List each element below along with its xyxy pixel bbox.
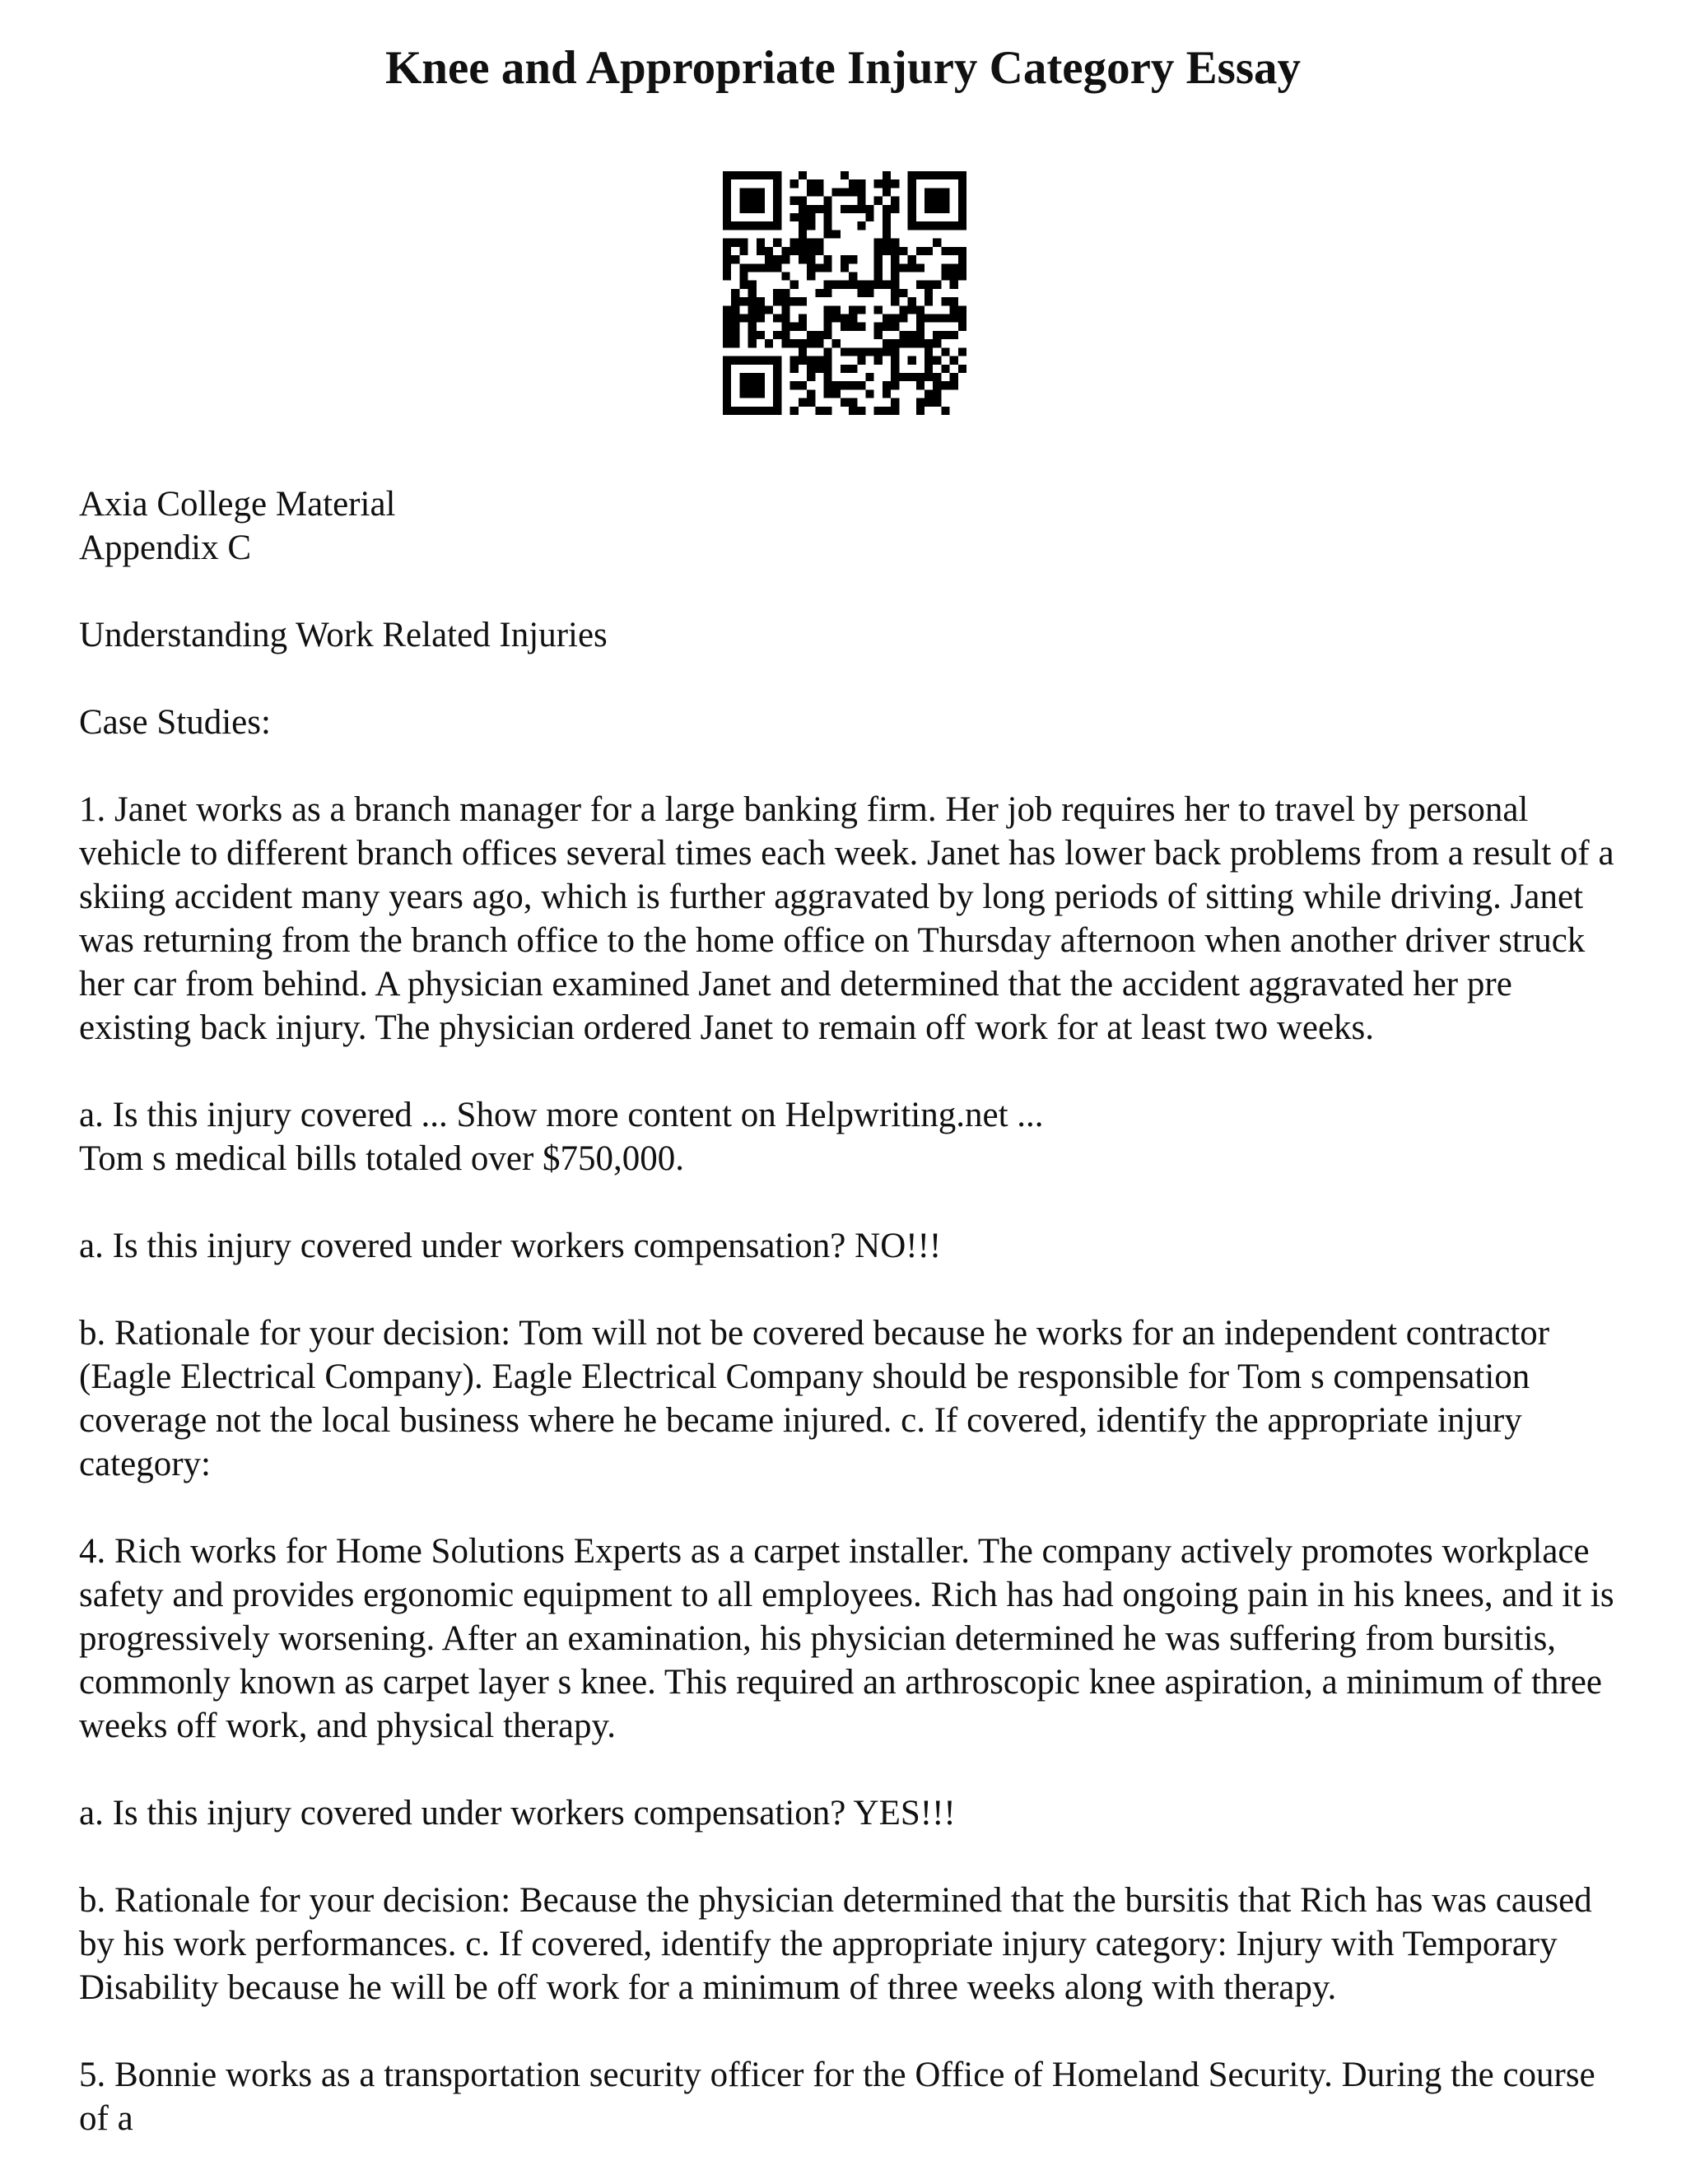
- paragraph-heading: Understanding Work Related Injuries: [79, 616, 608, 654]
- paragraph-case-studies: Case Studies:: [79, 703, 271, 742]
- paragraph-appendix: Appendix C: [79, 529, 252, 567]
- paragraph-case-4: 4. Rich works for Home Solutions Experts as a carpet installer. The company actively promotes workplace safety and provides ergonomic equipment to all employees. Rich has had ongoing pain in his knees, and it is progressively worsening. After an examination, his physician determined he was suffering from bursitis, commonly known as carpet layer s knee. This required an arthroscopic knee aspiration, a minimum of three weeks off work, and physical therapy.: [79, 1532, 1614, 1745]
- paragraph-rationale-3b: b. Rationale for your decision: Tom will not be covered because he works for an independent contractor (Eagle Electrical Company). Eagle Electrical Company should be responsible for Tom s compensation coverage not the local business where he became injured. c. If covered, identify the appropriate injury category:: [79, 1314, 1550, 1483]
- paragraph-tom-bills: Tom s medical bills totaled over $750,000.: [79, 1139, 685, 1178]
- paragraph-material: Axia College Material: [79, 485, 396, 524]
- paragraph-question-4a: a. Is this injury covered under workers compensation? YES!!!: [79, 1794, 956, 1832]
- paragraph-question-1a: a. Is this injury covered ... Show more content on Helpwriting.net ...: [79, 1096, 1044, 1134]
- document-title: Knee and Appropriate Injury Category Essay: [384, 42, 1302, 94]
- paragraph-case-5: 5. Bonnie works as a transportation security officer for the Office of Homeland Security. During the course of a: [79, 2056, 1595, 2138]
- paragraph-case-1: 1. Janet works as a branch manager for a large banking firm. Her job requires her to travel by personal vehicle to different branch offices several times each week. Janet has lower back problems from a result of a skiing accident many years ago, which is further aggravated by long periods of sitting while driving. Janet was returning from the branch office to the home office on Thursday afternoon when another driver struck her car from behind. A physician examined Janet and determined that the accident aggravated her pre existing back injury. The physician ordered Janet to remain off work for at least two weeks.: [79, 790, 1614, 1047]
- paragraph-question-3a: a. Is this injury covered under workers compensation? NO!!!: [79, 1227, 942, 1265]
- document-body: [79, 482, 1627, 2184]
- paragraph-rationale-4b: b. Rationale for your decision: Because the physician determined that the bursitis that Rich has was caused by his work performances. c. If covered, identify the appropriate injury category: Injury with Temporary Disability because he will be off work for a minimum of three weeks along with therapy.: [79, 1881, 1592, 2007]
- qr-code-icon: [723, 171, 966, 415]
